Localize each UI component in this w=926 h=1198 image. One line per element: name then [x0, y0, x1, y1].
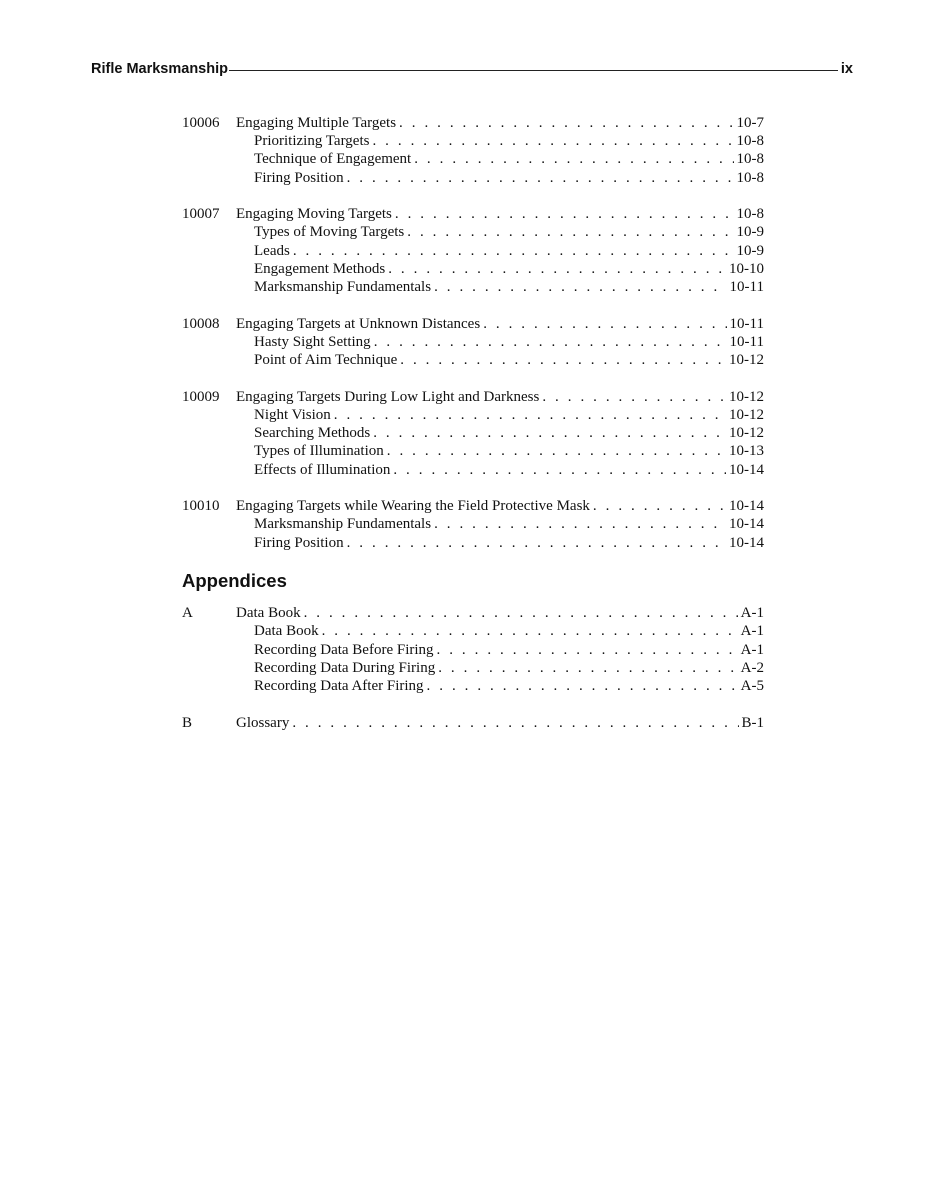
- toc-subentry[interactable]: [182, 169, 764, 187]
- appendices-heading: Appendices: [182, 570, 287, 592]
- toc-subentry[interactable]: [182, 351, 764, 369]
- toc-entry-title: Technique of Engagement: [254, 151, 412, 168]
- toc-subentry[interactable]: [182, 278, 764, 296]
- toc-subentry[interactable]: [182, 132, 764, 150]
- toc-entry-title: Recording Data After Firing: [254, 678, 424, 694]
- toc-subentry[interactable]: [182, 641, 764, 659]
- toc-subentry[interactable]: [182, 442, 764, 460]
- toc-entry-number: 10008: [182, 315, 220, 332]
- dot-leader: [347, 534, 726, 552]
- toc-entry-title: Night Vision: [254, 406, 331, 423]
- toc-subentry[interactable]: [182, 223, 764, 241]
- toc-entry-page: A-2: [740, 659, 764, 676]
- dot-leader: [400, 351, 726, 369]
- toc-entry-title: Marksmanship Fundamentals: [254, 516, 432, 533]
- header-title: Rifle Marksmanship: [91, 61, 228, 77]
- toc-section: [182, 315, 764, 370]
- toc-entry-title: Engagement Methods: [254, 260, 386, 277]
- toc-entry-title: Recording Data During Firing: [254, 659, 436, 676]
- toc-entry-page: 10-12: [729, 352, 764, 369]
- toc-entry-page: 10-14: [729, 534, 764, 551]
- dot-leader: [434, 278, 726, 296]
- toc-section-entry[interactable]: [182, 114, 764, 132]
- toc-entry-page: A-5: [740, 678, 764, 694]
- toc-section-entry[interactable]: [182, 714, 764, 732]
- toc-entry-title: Types of Moving Targets: [254, 224, 405, 241]
- dot-leader: [427, 677, 738, 695]
- toc-entry-page: 10-12: [729, 406, 764, 423]
- dot-leader: [407, 223, 733, 241]
- toc-entry-page: 10-12: [729, 388, 764, 405]
- toc-subentry[interactable]: [182, 534, 764, 552]
- toc-subentry[interactable]: [182, 424, 764, 442]
- toc-entry-title: Hasty Sight Setting: [254, 333, 371, 350]
- toc-entry-title: Engaging Targets at Unknown Distances: [236, 315, 481, 332]
- chapter-sections: [182, 114, 764, 552]
- toc-entry-page: 10-8: [736, 151, 764, 168]
- toc-entry-title: Data Book: [254, 623, 319, 640]
- appendix-sections: [182, 604, 764, 732]
- toc-entry-number: 10007: [182, 206, 220, 223]
- toc-section: [182, 714, 764, 732]
- toc-entry-title: Data Book: [236, 605, 301, 622]
- toc-entry-title: Engaging Targets while Wearing the Field Protective Mask: [236, 498, 590, 515]
- toc-entry-title: Leads: [254, 242, 290, 259]
- toc-entry-page: 10-11: [729, 315, 764, 332]
- dot-leader: [293, 242, 734, 260]
- toc-entry-title: Recording Data Before Firing: [254, 641, 434, 658]
- toc-entry-title: Types of Illumination: [254, 443, 384, 460]
- toc-entry-page: A-1: [740, 641, 764, 658]
- dot-leader: [304, 604, 738, 622]
- toc-entry-title: Point of Aim Technique: [254, 352, 398, 369]
- table-of-contents: [182, 114, 764, 750]
- dot-leader: [483, 315, 726, 333]
- toc-entry-page: 10-9: [736, 224, 764, 241]
- toc-section: [182, 114, 764, 187]
- header-rule: [229, 70, 838, 71]
- toc-entry-title: Firing Position: [254, 169, 344, 186]
- toc-section-entry[interactable]: [182, 315, 764, 333]
- dot-leader: [373, 424, 726, 442]
- toc-entry-title: Glossary: [236, 714, 290, 731]
- dot-leader: [438, 659, 737, 677]
- toc-entry-page: 10-8: [736, 206, 764, 223]
- toc-entry-title: Engaging Targets During Low Light and Darkness: [236, 388, 540, 405]
- toc-entry-title: Firing Position: [254, 534, 344, 551]
- dot-leader: [374, 333, 727, 351]
- toc-section-entry[interactable]: [182, 205, 764, 223]
- toc-entry-title: Prioritizing Targets: [254, 133, 370, 150]
- toc-entry-title: Searching Methods: [254, 425, 371, 442]
- toc-entry-number: 10006: [182, 115, 220, 131]
- dot-leader: [322, 622, 738, 640]
- toc-entry-title: Engaging Multiple Targets: [236, 115, 397, 131]
- toc-subentry[interactable]: [182, 677, 764, 695]
- dot-leader: [388, 260, 726, 278]
- toc-subentry[interactable]: [182, 659, 764, 677]
- toc-section: [182, 205, 764, 296]
- dot-leader: [292, 714, 738, 732]
- dot-leader: [372, 132, 733, 150]
- toc-entry-number: B: [182, 714, 193, 731]
- toc-subentry[interactable]: [182, 461, 764, 479]
- dot-leader: [393, 461, 726, 479]
- toc-section: [182, 388, 764, 479]
- dot-leader: [347, 169, 734, 187]
- toc-subentry[interactable]: [182, 242, 764, 260]
- toc-entry-page: 10-14: [729, 461, 764, 478]
- toc-entry-page: A-1: [740, 605, 764, 622]
- dot-leader: [399, 114, 733, 132]
- dot-leader: [395, 205, 734, 223]
- toc-entry-title: Effects of Illumination: [254, 461, 391, 478]
- toc-entry-page: 10-14: [729, 498, 764, 515]
- toc-entry-page: 10-9: [736, 242, 764, 259]
- dot-leader: [434, 515, 726, 533]
- toc-entry-page: 10-8: [736, 169, 764, 186]
- toc-entry-page: 10-10: [729, 260, 764, 277]
- toc-subentry[interactable]: [182, 622, 764, 640]
- toc-entry-title: Engaging Moving Targets: [236, 206, 392, 223]
- toc-subentry[interactable]: [182, 333, 764, 351]
- toc-entry-page: 10-14: [729, 516, 764, 533]
- toc-entry-number: 10010: [182, 498, 220, 515]
- toc-entry-page: 10-13: [729, 443, 764, 460]
- toc-entry-number: 10009: [182, 388, 220, 405]
- toc-entry-page: A-1: [740, 623, 764, 640]
- toc-subentry[interactable]: [182, 260, 764, 278]
- toc-entry-page: 10-11: [729, 333, 764, 350]
- toc-entry-page: 10-11: [729, 279, 764, 295]
- toc-entry-title: Marksmanship Fundamentals: [254, 279, 432, 295]
- dot-leader: [414, 150, 733, 168]
- toc-subentry[interactable]: [182, 515, 764, 533]
- toc-subentry[interactable]: [182, 150, 764, 168]
- toc-entry-number: A: [182, 605, 193, 622]
- toc-entry-page: B-1: [741, 714, 764, 731]
- toc-section-entry[interactable]: [182, 497, 764, 515]
- header-page-number: ix: [840, 61, 853, 77]
- toc-section: [182, 497, 764, 552]
- dot-leader: [334, 406, 726, 424]
- toc-section: [182, 604, 764, 695]
- toc-entry-page: 10-12: [729, 425, 764, 442]
- toc-subentry[interactable]: [182, 406, 764, 424]
- running-header: [91, 59, 853, 79]
- dot-leader: [387, 442, 726, 460]
- toc-section-entry[interactable]: [182, 604, 764, 622]
- toc-entry-page: 10-8: [736, 133, 764, 150]
- toc-entry-page: 10-7: [736, 115, 764, 131]
- dot-leader: [542, 388, 726, 406]
- toc-section-entry[interactable]: [182, 388, 764, 406]
- dot-leader: [593, 497, 726, 515]
- dot-leader: [437, 641, 738, 659]
